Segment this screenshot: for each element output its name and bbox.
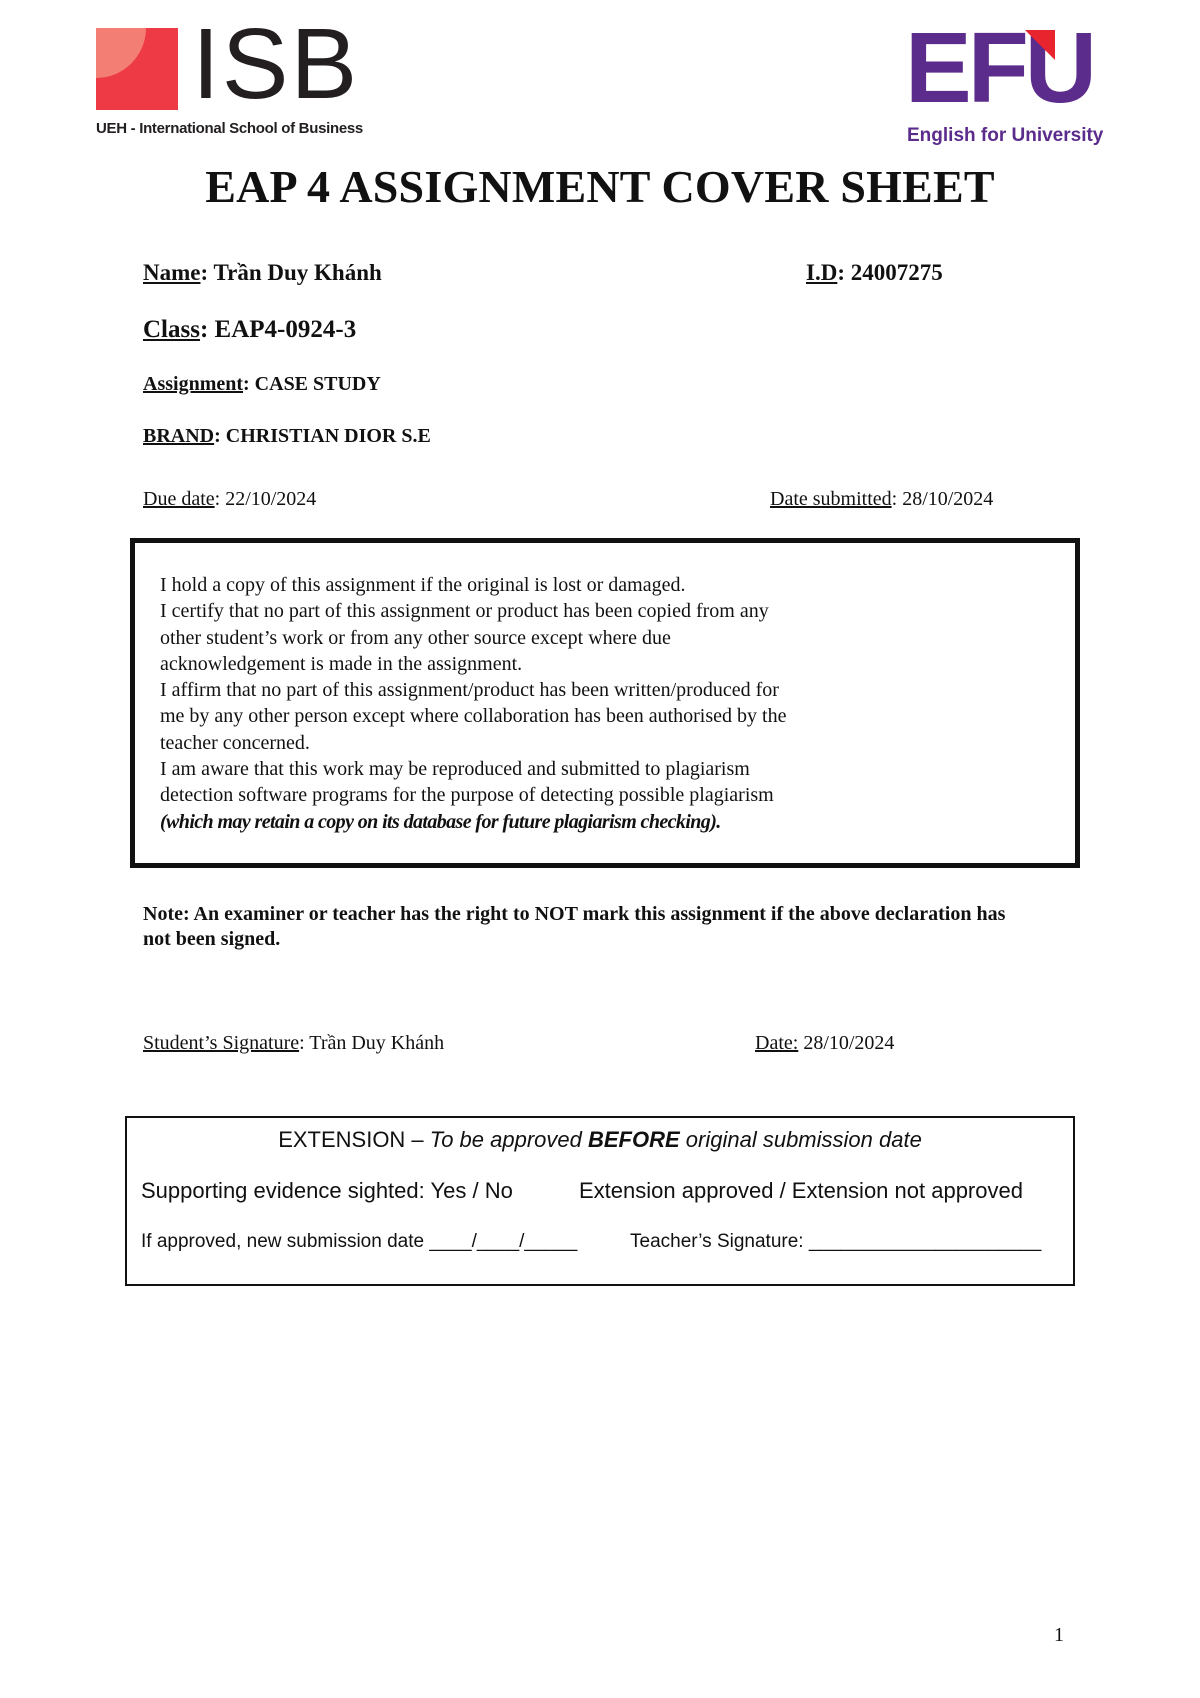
student-signature-label: Student’s Signature bbox=[143, 1032, 300, 1054]
isb-logo-subtitle: UEH - International School of Business bbox=[96, 120, 363, 137]
extension-title-italic: To be approved bbox=[429, 1127, 588, 1152]
declaration-line: acknowledgement is made in the assignment. bbox=[160, 652, 523, 675]
due-date-value: : 22/10/2024 bbox=[214, 488, 317, 510]
signature-date-value: 28/10/2024 bbox=[798, 1032, 895, 1054]
name-label: Name bbox=[143, 260, 201, 285]
due-date-label: Due date bbox=[143, 488, 215, 510]
name-field bbox=[143, 260, 382, 286]
student-signature-value: : Trần Duy Khánh bbox=[299, 1032, 445, 1054]
assignment-field bbox=[143, 373, 381, 396]
declaration-line: detection software programs for the purpose of detecting possible plagiarism bbox=[160, 784, 774, 807]
name-value: : Trần Duy Khánh bbox=[200, 260, 382, 285]
note: Note: An examiner or teacher has the right to NOT mark this assignment if the above declaration has not been signed. bbox=[143, 903, 1006, 950]
assignment-label: Assignment bbox=[143, 373, 244, 395]
evidence-sighted: Supporting evidence sighted: Yes / No bbox=[141, 1178, 513, 1203]
declaration-line: I am aware that this work may be reproduced and submitted to plagiarism bbox=[160, 758, 750, 781]
declaration-line: I certify that no part of this assignment or product has been copied from any bbox=[160, 600, 769, 623]
declaration-line: I hold a copy of this assignment if the original is lost or damaged. bbox=[160, 574, 686, 596]
assignment-value: : CASE STUDY bbox=[243, 373, 381, 395]
extension-box bbox=[125, 1116, 1075, 1286]
id-label: I.D bbox=[806, 260, 838, 285]
class-field bbox=[143, 316, 356, 344]
signature-date-label: Date: bbox=[755, 1032, 799, 1054]
isb-logo-mark bbox=[96, 28, 178, 110]
extension-approval: Extension approved / Extension not approved bbox=[579, 1178, 1023, 1203]
brand-label: BRAND bbox=[143, 425, 215, 447]
isb-logo bbox=[96, 8, 396, 138]
brand-field bbox=[143, 425, 431, 448]
extension-title-prefix: EXTENSION – bbox=[278, 1127, 430, 1152]
brand-value: : CHRISTIAN DIOR S.E bbox=[214, 425, 431, 447]
date-submitted-field bbox=[770, 488, 993, 511]
extension-title-italic-end: original submission date bbox=[679, 1127, 922, 1152]
declaration-emphasis: (which may retain a copy on its database for future plagiarism checking). bbox=[160, 810, 721, 833]
student-signature-field bbox=[143, 1032, 444, 1055]
efu-logo-accent bbox=[1025, 30, 1055, 60]
class-label: Class bbox=[143, 316, 200, 343]
class-value: : EAP4-0924-3 bbox=[199, 316, 357, 343]
document-title: EAP 4 ASSIGNMENT COVER SHEET bbox=[205, 161, 995, 212]
declaration-line: me by any other person except where collaboration has been authorised by the bbox=[160, 705, 787, 728]
page-number: 1 bbox=[1054, 1624, 1064, 1646]
date-submitted-value: : 28/10/2024 bbox=[891, 488, 994, 510]
declaration-line: I affirm that no part of this assignment/product has been written/produced for bbox=[160, 679, 779, 702]
efu-logo-subtitle: English for University bbox=[907, 125, 1104, 146]
efu-logo bbox=[905, 12, 1117, 148]
signature-date-field bbox=[755, 1032, 894, 1055]
declaration-line: other student’s work or from any other source except where due bbox=[160, 626, 671, 649]
due-date-field bbox=[143, 488, 316, 511]
id-value: : 24007275 bbox=[837, 260, 943, 285]
date-submitted-label: Date submitted bbox=[770, 488, 892, 510]
declaration-line: teacher concerned. bbox=[160, 731, 310, 754]
new-submission-date: If approved, new submission date ____/____/_____ bbox=[141, 1231, 578, 1252]
id-field bbox=[806, 260, 943, 286]
extension-title bbox=[127, 1127, 1073, 1153]
isb-logo-text: ISB bbox=[192, 8, 360, 120]
teacher-signature: Teacher’s Signature: ______________________ bbox=[630, 1231, 1042, 1252]
extension-title-before: BEFORE bbox=[587, 1127, 680, 1152]
efu-logo-text: EFU bbox=[905, 12, 1093, 124]
declaration-text bbox=[160, 572, 786, 835]
